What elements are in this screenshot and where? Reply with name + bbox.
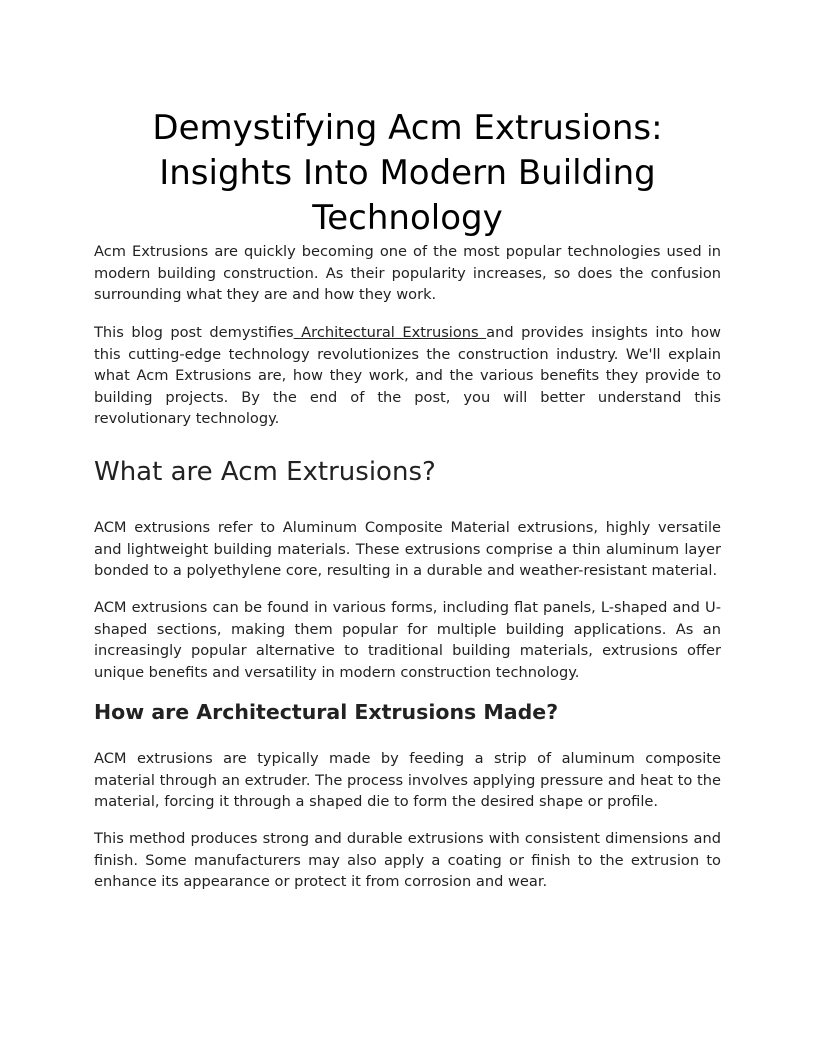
section1-paragraph-2-text: ACM extrusions can be found in various forms, including flat panels, L-shaped and U-shaped sections, making them popular for multiple building applications. As an increasingly popular alternative to traditional building materials, extrusions offer unique benefits and versatility in modern construction technology. [94,599,721,681]
section1-paragraph-2 [94,597,721,683]
intro-paragraph-2-before: This blog post demystifies [94,324,294,341]
intro-paragraph-1-text: Acm Extrusions are quickly becoming one of the most popular technologies used in modern building construction. As their popularity increases, so does the confusion surrounding what they are and how they work. [94,243,721,303]
intro-paragraph-2-text [94,322,721,430]
intro-paragraph-2-after: and provides insights into how this cutting-edge technology revolutionizes the construction industry. We'll explain what Acm Extrusions are, how they work, and the various benefits they provide to building projects. By the end of the post, you will better understand this revolutionary technology. [94,324,721,427]
section-heading-what-are: What are Acm Extrusions? [94,457,436,487]
intro-paragraph-2 [94,322,721,430]
section1-paragraph-1 [94,517,721,582]
intro-paragraph-1 [94,241,721,306]
section2-paragraph-1 [94,748,721,813]
section-heading-how-made: How are Architectural Extrusions Made? [94,700,559,724]
section2-paragraph-2 [94,828,721,893]
section1-paragraph-1-text: ACM extrusions refer to Aluminum Composite Material extrusions, highly versatile and lightweight building materials. These extrusions comprise a thin aluminum layer bonded to a polyethylene core, resulting in a durable and weather-resistant material. [94,519,721,579]
section2-paragraph-1-text: ACM extrusions are typically made by feeding a strip of aluminum composite material through an extruder. The process involves applying pressure and heat to the material, forcing it through a shaped die to form the desired shape or profile. [94,750,721,810]
section2-paragraph-2-text: This method produces strong and durable extrusions with consistent dimensions and finish. Some manufacturers may also apply a coating or finish to the extrusion to enhance its appearance or protect it from corrosion and wear. [94,830,721,890]
page-title: Demystifying Acm Extrusions: Insights Into Modern Building Technology [152,108,663,238]
architectural-extrusions-link[interactable]: Architectural Extrusions [293,324,487,341]
